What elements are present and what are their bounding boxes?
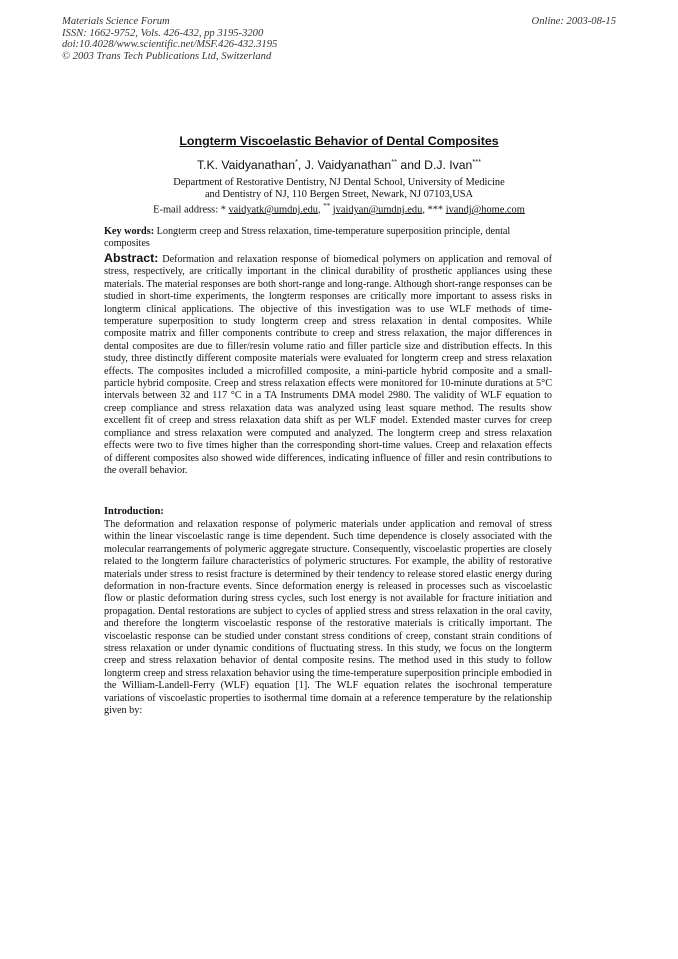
email-link[interactable]: ivandj@home.com [445, 204, 525, 216]
author-name: J. Vaidyanathan [304, 158, 392, 173]
author-mark: * [294, 157, 298, 166]
affiliation-line: Department of Restorative Dentistry, NJ Dental School, University of Medicine [173, 177, 505, 188]
email-mark: ** [323, 202, 331, 210]
abstract-label: Abstract: [104, 251, 159, 265]
keywords-text: Longterm creep and Stress relaxation, time-temperature superposition principle, dental composites [104, 226, 511, 250]
copyright-line: © 2003 Trans Tech Publications Ltd, Switzerland [62, 50, 272, 62]
journal-name: Materials Science Forum [62, 16, 170, 27]
affiliation [0, 177, 678, 201]
introduction-text: The deformation and relaxation response of polymeric materials under application and removal of stress within the linear viscoelastic range is time dependent. Such time dependence is closely associated with the molecular rearrangements of polymeric aggregate structure. Consequently, viscoelastic properties are closely related to the longterm failure characteristics of polymeric structures. For example, the ability of restorative materials under stress to resist fracture is determined by their tendency to release stored elastic energy during deformation in non-fracture events. Since deformation energy is released in processes such as viscoelastic flow or plastic deformation during stress cycles, such lost energy is not available for fracture initiation and propagation. Dental restorations are subject to cycles of applied stress and stress relaxation in the oral cavity, and therefore the longterm viscoelastic response of the restorative materials is critically important. The viscoelastic response can be studied under constant stress conditions of creep, constant strain conditions of stress relaxation or under dynamic conditions of fluctuating stress. In this study, we focus on the longterm creep and stress relaxation behavior of dental composite resins. The method used in this study to follow longterm creep and stress relaxation behavior using the time-temperature superposition principle embodied in the William-Landell-Ferry (WLF) equation [1]. The WLF equation relates the isochronal temperature variations of viscoelastic properties to isothermal time domain at a reference temperature by the relationship given by: [104, 519, 552, 717]
author-mark: ** [391, 157, 398, 166]
abstract [104, 252, 552, 477]
keywords-label: Key words: [104, 226, 155, 237]
author-separator: , [297, 158, 305, 173]
email-separator: , *** [422, 204, 446, 216]
author-name: T.K. Vaidyanathan [196, 158, 295, 173]
paper-title: Longterm Viscoelastic Behavior of Dental Composites [179, 134, 499, 148]
email-link[interactable]: vaidyatk@umdnj.edu [228, 204, 318, 216]
author-name: D.J. Ivan [424, 158, 473, 173]
keywords [104, 226, 552, 251]
author-mark: *** [472, 157, 482, 166]
affiliation-line: and Dentistry of NJ, 110 Bergen Street, Newark, NJ 07103,USA [204, 189, 474, 201]
author-separator: and [397, 158, 425, 173]
doi-line: doi:10.4028/www.scientific.net/MSF.426-432.3195 [62, 39, 278, 50]
abstract-text: Deformation and relaxation response of biomedical polymers on application and removal of stress, respectively, are critically important in the clinical durability of prosthetic appliances using these materials. The material responses are both short-range and long-range. Although short-range responses can be studied in short-time experiments, the longterm responses are critically more important to assess risks in longterm clinical applications. The objective of this investigation was to use WLF methods of time-temperature superposition to study longterm creep and stress relaxation in dental composites. While composite matrix and filler components contribute to creep and stress relaxation, the major differences in dental composites are due to filler/resin volume ratio and filler particle size and distribution effects. In this study, three distinctly different composite materials were evaluated for longterm creep and stress relaxation effects. The composites included a microfilled composite, a mini-particle hybrid composite and a small-particle hybrid composite. Creep and stress relaxation effects were monitored for 10-minute durations at 5°C intervals between 32 and 117 °C in a TA Instruments DMA model 2980. The validity of WLF equation to creep compliance and stress relaxation data was analyzed using least square method. The results show excellent fit of creep and stress relaxation data shift as per WLF model. Extended master curves for creep compliance and stress relaxation were computed and analyzed. The longterm creep and stress relaxation effects were two to five times higher than the corresponding short-time values. Creep and relaxation effects of different composites also showed wide differences, indicating influence of filler and resin contributions to the overall behavior. [104, 254, 552, 476]
author-list [0, 157, 678, 172]
introduction-heading: Introduction: [104, 506, 164, 517]
issn-line: ISSN: 1662-9752, Vols. 426-432, pp 3195-3200 [62, 27, 264, 39]
email-addresses [0, 202, 678, 215]
email-link[interactable]: jvaidyan@umdnj.edu [332, 204, 423, 216]
online-date: Online: 2003-08-15 [531, 16, 616, 27]
page-header [62, 16, 616, 62]
email-separator: , [317, 204, 324, 216]
email-label: E-mail address: * [153, 204, 229, 216]
